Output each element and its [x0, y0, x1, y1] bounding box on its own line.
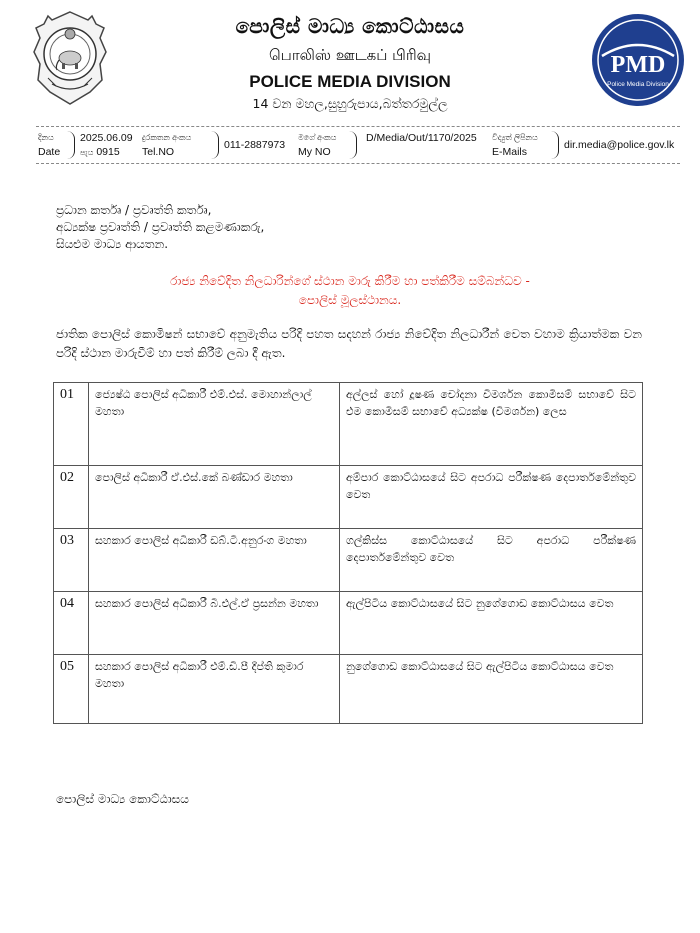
body-paragraph: ජාතික පොලිස් කොමිෂන් සභාවේ අනුමැතිය පරිදි පහත සදහන් රාජ්‍ය නිවේදිත නිලධාරීන් වෙත වහාම ක්‍රියාත්මක වන පරිදි ස්ථාන මාරුවීම් හා පත් කිරීම් ලබා දී ඇත.	[56, 327, 642, 360]
officer-name: පොලිස් අධිකාරී ඒ.එස්.කේ බණ්ඩාර මහතා	[89, 466, 340, 529]
time-value: 0915	[96, 146, 120, 158]
letterhead	[170, 14, 530, 112]
table-row	[54, 655, 643, 724]
row-number: 03	[54, 529, 89, 592]
title-english: POLICE MEDIA DIVISION	[249, 72, 451, 91]
pmd-logo	[590, 12, 686, 108]
transfer-detail: අම්පාර කොට්ඨාසයේ සිට අපරාධ පරීක්ෂණ දෙපාර්තමේන්තුව වෙත	[340, 466, 643, 529]
subject-line-2: පොලිස් මූලස්ථානය.	[298, 293, 402, 307]
table-row	[54, 529, 643, 592]
row-number: 04	[54, 592, 89, 655]
addressee-line: අධ්‍යක්ෂ ප්‍රවෘත්ති / ප්‍රවෘත්ති කළමණාකරු,	[56, 220, 265, 234]
email-label: විද්‍යුත් ලිපිනය E-Mails	[492, 133, 538, 158]
address: 14 වන මහල,සුහුරුපාය,බත්තරමුල්ල	[252, 96, 448, 111]
subject	[70, 272, 630, 310]
transfer-detail: නුගේගොඩ කොට්ඨාසයේ සිට ඇල්පිටිය කොට්ඨාසය වෙත	[340, 655, 643, 724]
officer-name: සහකාර පොලිස් අධිකාරී එම්.ඩී.පී දීප්ති කුමාර මහතා	[89, 655, 340, 724]
pmd-logo-subtext: Police Media Division	[607, 81, 669, 88]
brace	[66, 131, 75, 159]
transfers-table	[53, 382, 643, 724]
email-value: dir.media@police.gov.lk	[564, 139, 675, 151]
brace	[210, 131, 219, 159]
table-row	[54, 466, 643, 529]
brace	[348, 131, 357, 159]
row-number: 01	[54, 383, 89, 466]
tel-label: දුරකතන අංකය Tel.NO	[142, 133, 192, 158]
title-sinhala: පොලිස් මාධ්‍ය කොට්ඨාසය	[235, 14, 465, 38]
signature-office: පොලිස් මාධ්‍ය කොට්ඨාසය	[56, 792, 189, 806]
date-value: 2025.06.09	[80, 132, 133, 144]
title-tamil: பொலிஸ் ஊடகப் பிரிவு	[268, 46, 431, 64]
pmd-logo-text: PMD	[610, 52, 666, 78]
row-number: 05	[54, 655, 89, 724]
date-label: දිනය Date	[38, 133, 61, 158]
officer-name: සහකාර පොලිස් අධිකාරී ඩබ්.ටී.අනුරංග මහතා	[89, 529, 340, 592]
my-no-value: D/Media/Out/1170/2025	[366, 132, 477, 144]
my-no-label: මගේ අංකය My NO	[298, 133, 337, 158]
brace	[550, 131, 559, 159]
table-row	[54, 592, 643, 655]
tel-value: 011-2887973	[224, 139, 286, 151]
addressee-line: සියළුම මාධ්‍ය ආයතන.	[56, 237, 169, 251]
reference-strip	[36, 126, 680, 164]
addressee-line: ප්‍රධාන කර්තෘ / ප්‍රවෘත්ති කර්තෘ,	[56, 203, 212, 217]
row-number: 02	[54, 466, 89, 529]
transfer-detail: ගල්කිස්ස කොට්ඨාසයේ සිට අපරාධ පරීක්ෂණ දෙපාර්තමේන්තුව වෙත	[340, 529, 643, 592]
subject-line-1: රාජ්‍ය නිවේදිත නිලධාරින්ගේ ස්ථාන මාරු කිරීම හා පත්කිරීම සම්බන්ධව -	[170, 274, 530, 288]
addressees	[56, 202, 264, 253]
table-row	[54, 383, 643, 466]
police-emblem-logo	[30, 8, 110, 108]
officer-name: සහකාර පොලිස් අධිකාරී බී.එල්.ඒ ප්‍රසන්න මහතා	[89, 592, 340, 655]
date-time-values: 2025.06.09 පැය 0915	[80, 132, 133, 158]
officer-name: ජ්‍යෙෂ්ඨ පොලිස් අධිකාරී එම්.එස්. මොහාන්ලාල් මහතා	[89, 383, 340, 466]
transfer-detail: අල්ලස් හෝ දූෂණ චෝදනා විමර්ශන කොමිසම් සභාවේ සිට එම කොමිසම් සභාවේ අධ්‍යක්ෂ (විමර්ශන) ලෙස	[340, 383, 643, 466]
transfer-detail: ඇල්පිටිය කොට්ඨාසයේ සිට නුගේගොඩ කොට්ඨාසය වෙත	[340, 592, 643, 655]
